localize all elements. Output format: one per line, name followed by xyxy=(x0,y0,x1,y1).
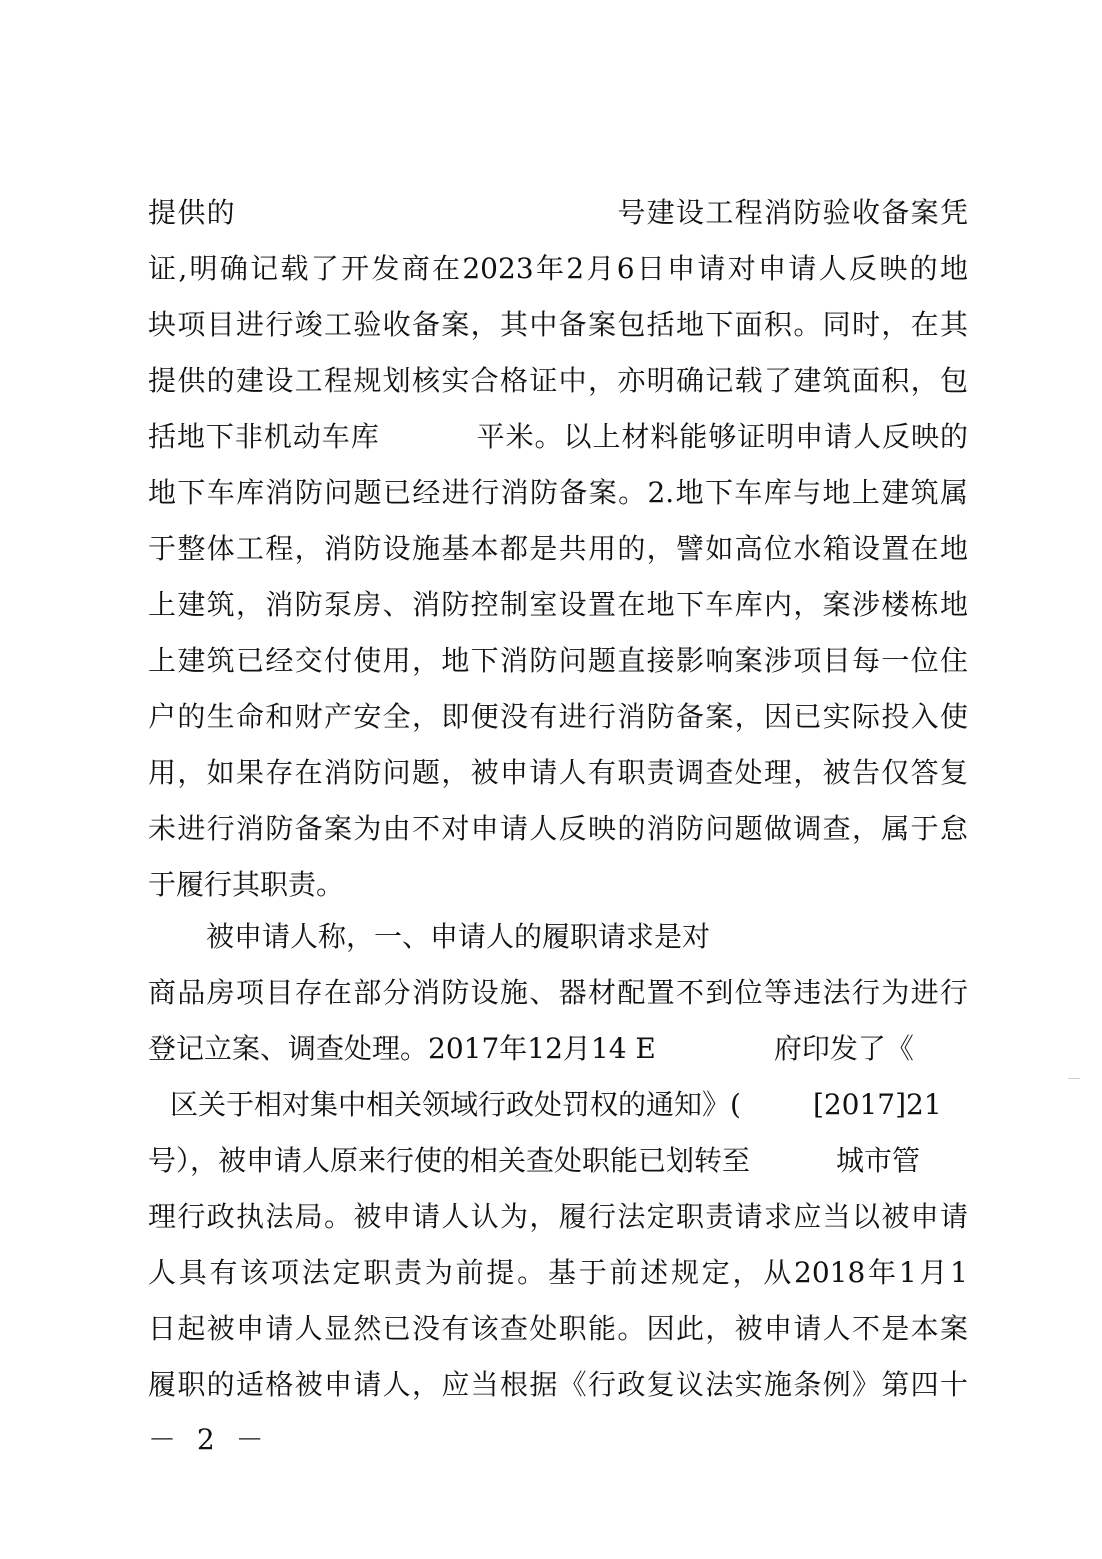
text-line-2 xyxy=(148,249,968,289)
text-line-12 xyxy=(148,809,968,849)
text-segment: 提供的建设工程规划核实合格证中，亦明确记载了建筑面积，包 xyxy=(148,364,968,397)
text-line-4 xyxy=(148,361,968,401)
text-line-5 xyxy=(148,417,968,457)
scan-artifact xyxy=(1068,1078,1080,1079)
text-segment: 日起被申请人显然已没有该查处职能。因此，被申请人不是本案 xyxy=(148,1312,968,1345)
text-segment: 户的生命和财产安全，即便没有进行消防备案，因已实际投入使 xyxy=(148,700,968,733)
text-segment: 上建筑已经交付使用，地下消防问题直接影响案涉项目每一位住 xyxy=(148,644,968,677)
text-line-22 xyxy=(148,1365,968,1405)
text-segment: 号建设工程消防验收备案凭 xyxy=(616,196,968,229)
text-line-3 xyxy=(148,305,968,345)
text-segment: 于履行其职责。 xyxy=(148,868,345,901)
text-segment: 证,明确记载了开发商在2023年2月6日申请对申请人反映的地 xyxy=(148,252,968,285)
text-line-6 xyxy=(148,473,968,513)
text-segment: [2017]21 xyxy=(812,1088,942,1121)
text-segment: 用，如果存在消防问题，被申请人有职责调查处理，被告仅答复 xyxy=(148,756,968,789)
text-segment: 上建筑，消防泵房、消防控制室设置在地下车库内，案涉楼栋地 xyxy=(148,588,968,621)
text-segment: 平米。以上材料能够证明申请人反映的 xyxy=(475,420,968,453)
text-line-10 xyxy=(148,697,968,737)
text-line-18 xyxy=(148,1141,968,1181)
text-line-16 xyxy=(148,1029,968,1069)
text-segment: 提供的 xyxy=(148,196,236,229)
text-line-20 xyxy=(148,1253,968,1293)
text-line-21 xyxy=(148,1309,968,1349)
text-segment: 履职的适格被申请人，应当根据《行政复议法实施条例》第四十 xyxy=(148,1368,968,1401)
text-segment: 被申请人称，一、申请人的履职请求是对 xyxy=(206,920,711,953)
text-segment: 括地下非机动车库 xyxy=(148,420,380,453)
text-segment: 登记立案、调查处理。2017年12月14 E xyxy=(148,1032,656,1065)
text-segment: 号），被申请人原来行使的相关查处职能已划转至 xyxy=(148,1144,751,1177)
text-line-13 xyxy=(148,865,968,905)
text-segment: 未进行消防备案为由不对申请人反映的消防问题做调查，属于怠 xyxy=(148,812,968,845)
text-segment: 区关于相对集中相关领域行政处罚权的通知》( xyxy=(170,1088,741,1121)
text-line-8 xyxy=(148,585,968,625)
text-line-19 xyxy=(148,1197,968,1237)
text-segment: 块项目进行竣工验收备案，其中备案包括地下面积。同时，在其 xyxy=(148,308,968,341)
text-segment: 地下车库消防问题已经进行消防备案。2.地下车库与地上建筑属 xyxy=(148,476,968,509)
text-line-11 xyxy=(148,753,968,793)
text-segment: 人具有该项法定职责为前提。基于前述规定，从2018年1月1 xyxy=(148,1256,968,1289)
text-line-7 xyxy=(148,529,968,569)
text-line-14 xyxy=(206,917,766,957)
text-segment: 府印发了《 xyxy=(773,1032,914,1065)
text-line-15 xyxy=(148,973,968,1013)
text-segment: 理行政执法局。被申请人认为，履行法定职责请求应当以被申请 xyxy=(148,1200,968,1233)
text-line-1 xyxy=(148,193,968,233)
page-number: － 2 － xyxy=(148,1423,270,1456)
text-segment: 于整体工程，消防设施基本都是共用的，譬如高位水箱设置在地 xyxy=(148,532,968,565)
text-segment: 城市管 xyxy=(836,1144,921,1177)
text-line-9 xyxy=(148,641,968,681)
text-segment: 商品房项目存在部分消防设施、器材配置不到位等违法行为进行 xyxy=(148,976,968,1009)
text-line-17 xyxy=(170,1085,968,1125)
